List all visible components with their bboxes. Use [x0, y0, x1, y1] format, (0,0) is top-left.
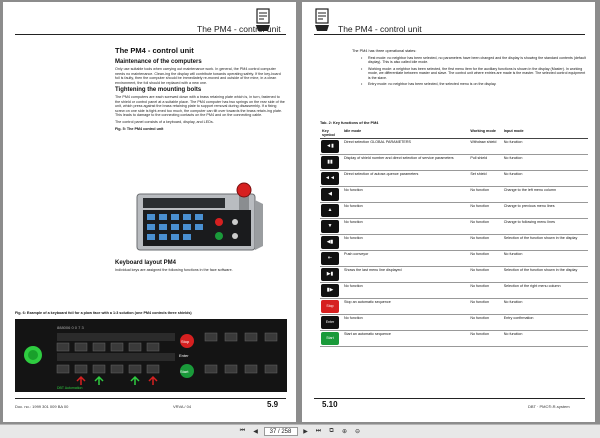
table-cell: No function: [468, 331, 501, 347]
doc-number: Doc. no.: 1999 301 009 BA 00: [15, 404, 69, 409]
section-heading: Tightening the mounting bolts: [115, 87, 202, 93]
dbt-logo-icon: [312, 7, 332, 33]
keyboard-id: 888006 0 0 7 3: [57, 325, 84, 330]
paragraph: Individual keys are assigned the following functions in the face software.: [115, 268, 233, 272]
enter-label: Enter: [179, 353, 189, 358]
footer-rule: [15, 398, 286, 399]
left-key-icon: ◀: [321, 188, 339, 201]
table-cell: No function: [468, 235, 501, 251]
key-symbol-cell: [320, 299, 342, 315]
table-cell: Direct selection of autose-quence parameters: [342, 171, 468, 187]
table-cell: Pull shield: [468, 155, 501, 171]
table-cell: No function: [502, 251, 588, 267]
key-symbol-cell: [320, 315, 342, 331]
table-cell: Change to following menu lines: [502, 219, 588, 235]
key-symbol-cell: [320, 331, 342, 347]
display-key-icon: ▮▮: [321, 156, 339, 169]
table-cell: No function: [502, 155, 588, 171]
table-cell: No function: [502, 299, 588, 315]
intro-text: The PM4 has three operational states:: [352, 49, 417, 53]
table-cell: Start an automatic sequence: [342, 331, 468, 347]
left-page: [3, 2, 296, 422]
table-cell: Direct selection GLOBAL PARAMETERS: [342, 139, 468, 155]
enter-key-icon: Enter: [321, 316, 339, 329]
table-row: [320, 331, 588, 347]
section-heading: Keyboard layout PM4: [115, 260, 177, 266]
table-row: [320, 219, 588, 235]
keyboard-foil-drawing: [15, 319, 287, 392]
auto-key-icon: ◄◄: [321, 172, 339, 185]
page-title: The PM4 - control unit: [115, 46, 194, 55]
page-number-field[interactable]: 37 / 258: [264, 427, 298, 436]
col-header: Input mode: [502, 128, 588, 139]
table-cell: No function: [468, 219, 501, 235]
table-row: [320, 315, 588, 331]
table-cell: Entry confirmation: [502, 315, 588, 331]
key-symbol-cell: [320, 235, 342, 251]
keyboard-foil-image: [15, 319, 287, 392]
table-cell: No function: [468, 251, 501, 267]
paragraph: The control panel consists of a keyboard, display, and LEDs.: [115, 119, 214, 124]
stop-key-icon: Stop: [321, 300, 339, 313]
table-cell: Display of shield number and direct selection of service parameters: [342, 155, 468, 171]
table-row: [320, 155, 588, 171]
page-number: 5.9: [267, 400, 279, 409]
viewer-toolbar: [0, 424, 600, 438]
start-label: Start: [180, 369, 189, 374]
table-row: [320, 139, 588, 155]
last-line-key-icon: ▶▮: [321, 268, 339, 281]
table-row: [320, 235, 588, 251]
up-key-icon: ▲: [321, 204, 339, 217]
key-symbol-cell: [320, 283, 342, 299]
zoom-out-icon[interactable]: ⊖: [354, 429, 361, 435]
brand-label: DBT Automation: [57, 386, 83, 390]
right-page: [302, 2, 595, 422]
table-row: [320, 171, 588, 187]
pm4-unit-image: [135, 180, 267, 254]
key-symbol-cell: [320, 171, 342, 187]
key-symbol-cell: [320, 251, 342, 267]
page-number: 5.10: [322, 400, 338, 409]
key-symbol-cell: [320, 203, 342, 219]
key-symbol-cell: [320, 155, 342, 171]
table-caption: Tab. 2: Key functions of the PM4: [320, 121, 379, 125]
table-cell: Change to previous menu lines: [502, 203, 588, 219]
table-cell: No function: [342, 315, 468, 331]
table-cell: Selection of the function shown in the display: [502, 267, 588, 283]
table-cell: No function: [342, 187, 468, 203]
table-cell: Stop an automatic sequence: [342, 299, 468, 315]
previous-page-icon[interactable]: ◀: [253, 429, 258, 435]
list-item: • Working mode: a neighbor has been selected, the first menu item for the auxiliary functions is shown in the display (Master). In working mode, we differentiate between master and slave. The control unit where entries are made is the master. The selected control equipment is the slave.: [368, 67, 587, 80]
last-page-icon[interactable]: ⏭: [315, 428, 322, 434]
table-cell: No function: [502, 331, 588, 347]
footer-brand: DBT · PMC®-R-system: [528, 404, 570, 409]
down-key-icon: ▼: [321, 220, 339, 233]
revision: VRVA / 04: [173, 404, 192, 409]
table-cell: No function: [468, 267, 501, 283]
keyboard-section: [115, 258, 285, 275]
zoom-icon[interactable]: ⊕: [341, 429, 348, 435]
figure-caption: Fig. 5: The PM4 control unit: [115, 127, 164, 131]
header-title: The PM4 - control unit: [197, 24, 281, 34]
table-cell: No function: [342, 203, 468, 219]
table-cell: Selection of the function shown in the display: [502, 235, 588, 251]
table-row: [320, 203, 588, 219]
table-cell: No function: [502, 139, 588, 155]
table-cell: Selection of the right menu column: [502, 283, 588, 299]
sel-global-key-icon: ◄▮: [321, 140, 339, 153]
key-symbol-cell: [320, 267, 342, 283]
col-header: Idle mode: [342, 128, 468, 139]
table-cell: No function: [468, 187, 501, 203]
table-cell: Withdraw shield: [468, 139, 501, 155]
key-functions-table: [320, 128, 588, 347]
list-item: • Rest mode: no neighbor has been selected, no parameters have been changed and the display is showing the standard contents (default display). This is also called idle mode.: [368, 56, 587, 65]
header-title: The PM4 - control unit: [338, 24, 422, 34]
sel-right-key-icon: ▮▶: [321, 284, 339, 297]
table-cell: Change to the left menu column: [502, 187, 588, 203]
fit-page-icon[interactable]: ⧉: [329, 428, 334, 434]
key-symbol-cell: [320, 219, 342, 235]
paragraph: The PM4 computers are each screwed down with a brass retaining plate which is, in turn, fastened to the shield or control panel at a suitable place. The PM4 computer has two springs on the rear side of the unit, which press against the brass retaining plate to support removal during disassembly. If a fixing screw on one side is tight-ened too much, the computer can tilt over towards the brass retain-ing plate. This leads to damage to the connecting contacts on the PM4 and on the connecting cable.: [115, 95, 285, 117]
table-cell: No function: [468, 203, 501, 219]
first-page-icon[interactable]: ⏮: [239, 428, 246, 434]
states-list: [332, 49, 587, 88]
table-cell: Set shield: [468, 171, 501, 187]
section-heading: Maintenance of the computers: [115, 59, 202, 65]
sel-left-key-icon: ◀▮: [321, 236, 339, 249]
header-rule: [314, 34, 585, 35]
table-row: [320, 283, 588, 299]
table-header-row: [320, 128, 588, 139]
table-row: [320, 299, 588, 315]
table-row: [320, 187, 588, 203]
figure-caption: Fig. 6: Example of a keyboard foil for a plow face with a 1:3 solution (one PM4 controls three shields): [15, 311, 192, 315]
table-cell: Shows the last menu line displayed: [342, 267, 468, 283]
table-cell: No function: [342, 283, 468, 299]
col-header: Key symbol: [320, 128, 342, 139]
key-symbol-cell: [320, 187, 342, 203]
table-row: [320, 267, 588, 283]
table-cell: No function: [342, 235, 468, 251]
next-page-icon[interactable]: ▶: [303, 429, 308, 435]
table-row: [320, 251, 588, 267]
header-rule: [15, 34, 286, 35]
table-cell: Push conveyor: [342, 251, 468, 267]
key-symbol-cell: [320, 139, 342, 155]
stop-label: Stop: [181, 339, 190, 344]
table-cell: No function: [468, 315, 501, 331]
footer-rule: [314, 398, 585, 399]
conveyor-key-icon: ⇤: [321, 252, 339, 265]
table-cell: No function: [342, 219, 468, 235]
col-header: Working mode: [468, 128, 501, 139]
list-item: • Entry mode: no neighbor has been selected, the selected menu is on the display.: [368, 82, 587, 86]
left-content: [115, 46, 285, 133]
table-cell: No function: [468, 299, 501, 315]
start-key-icon: Start: [321, 332, 339, 345]
table-cell: No function: [502, 171, 588, 187]
paragraph: Only use suitable tools when carrying out maintenance work. In general, the PM4 control computer needs no maintenance. Clean-ing the display will contribute towards operating safety. If the key-board foil is faulty, then the computer should be immediately re-moved and outside of the mine, in a clean environment, the foil should be replaced with a new one.: [115, 67, 281, 85]
table-cell: No function: [468, 283, 501, 299]
